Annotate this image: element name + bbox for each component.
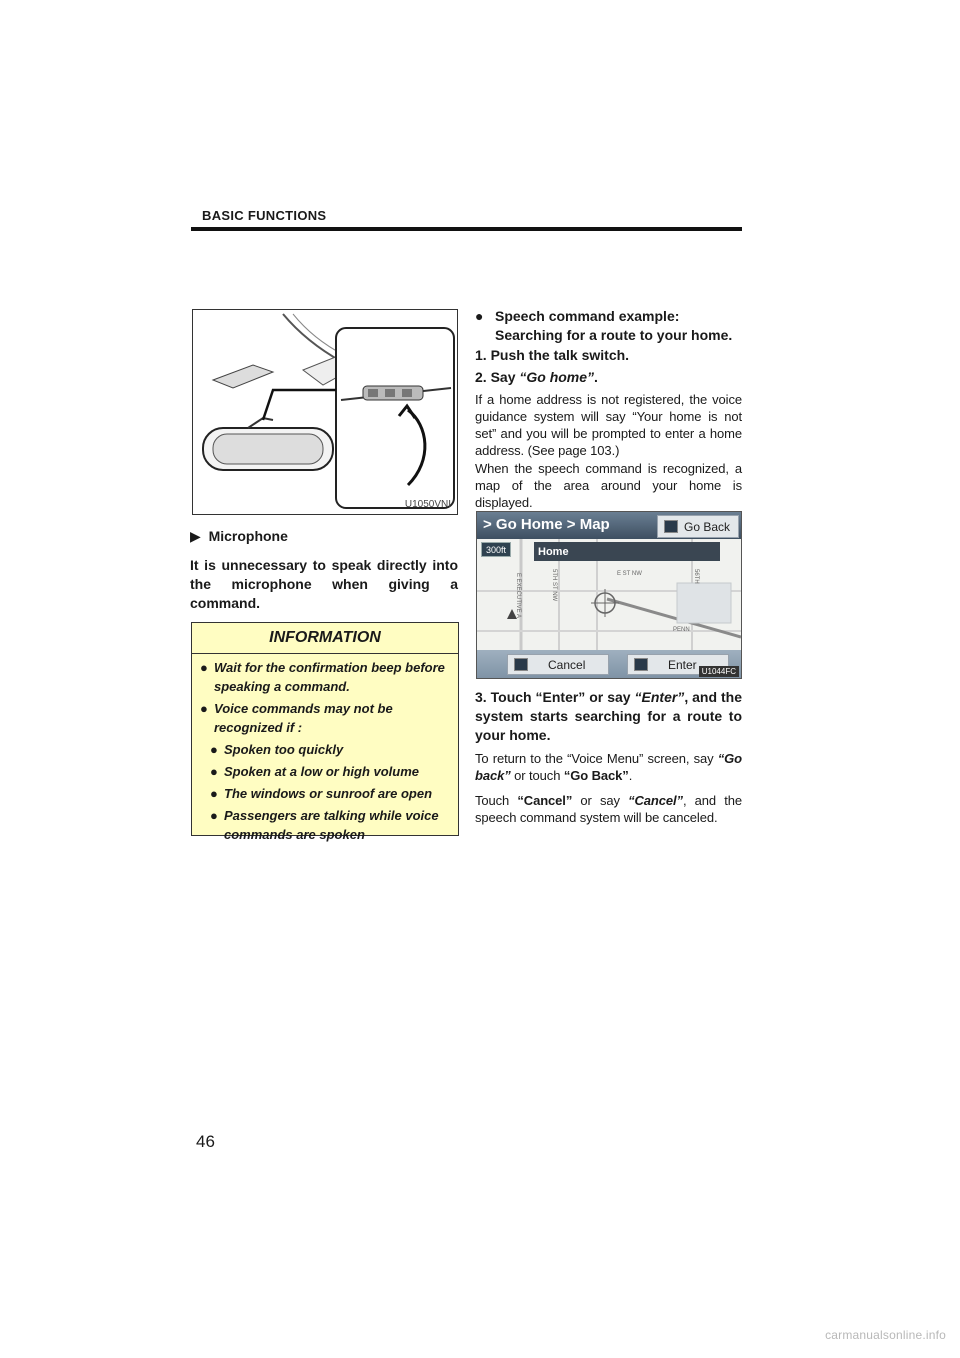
page-number: 46 bbox=[196, 1132, 215, 1151]
go-back-paragraph bbox=[475, 750, 742, 784]
cancel-command: “Cancel” bbox=[628, 793, 683, 808]
information-item bbox=[200, 699, 452, 737]
step-3-part: , and the system starts searching for a route to your home. bbox=[475, 689, 742, 743]
bullet-icon: ● bbox=[210, 786, 218, 801]
home-location-bar: Home bbox=[534, 542, 720, 561]
mirror-microphone-drawing bbox=[193, 310, 457, 514]
information-subitem bbox=[200, 740, 452, 759]
bullet-icon: ● bbox=[210, 808, 218, 823]
information-heading: INFORMATION bbox=[192, 623, 458, 654]
information-subitem-text: Spoken too quickly bbox=[224, 742, 344, 757]
step-2-suffix: . bbox=[594, 369, 598, 385]
bullet-icon: ● bbox=[210, 742, 218, 757]
section-title: BASIC FUNCTIONS bbox=[202, 208, 327, 223]
go-home-map-screen bbox=[476, 511, 742, 679]
not-registered-paragraph: If a home address is not registered, the voice guidance system will say “Your home is not set” and you will be prompted to enter a home address. (See page 103.) bbox=[475, 392, 742, 458]
go-back-button[interactable] bbox=[657, 515, 739, 538]
street-label: 56TH bbox=[693, 569, 699, 584]
voice-icon bbox=[514, 658, 528, 671]
screen-footer bbox=[477, 650, 741, 678]
information-subitem-text: Spoken at a low or high volume bbox=[224, 764, 420, 779]
cancel-button-ref: “Cancel” bbox=[517, 793, 573, 808]
street-label: 5TH ST NW bbox=[551, 569, 557, 602]
enter-label: Enter bbox=[668, 657, 697, 672]
figure-code: U1044FC bbox=[699, 666, 739, 677]
microphone-paragraph: It is unnecessary to speak directly into the microphone when giving a command. bbox=[190, 557, 458, 611]
figure-code: U1050VNI bbox=[404, 499, 451, 510]
screen-header bbox=[477, 512, 741, 539]
recognized-paragraph: When the speech command is recognized, a map of the area around your home is displayed. bbox=[475, 461, 742, 510]
example-heading bbox=[475, 307, 742, 345]
information-subitem-text: Passengers are talking while voice commands are spoken bbox=[224, 808, 439, 842]
information-item-text: Wait for the confirmation beep before speaking a command. bbox=[214, 660, 445, 694]
go-back-text: To return to the “Voice Menu” screen, say bbox=[475, 751, 718, 766]
screen-title: > Go Home > Map bbox=[483, 516, 610, 533]
step-2 bbox=[475, 368, 742, 387]
go-back-button-ref: “Go Back” bbox=[563, 768, 629, 783]
street-label: E ST NW bbox=[617, 571, 642, 577]
step-3-command: “Enter” bbox=[634, 689, 685, 705]
watermark: carmanualsonline.info bbox=[825, 1328, 946, 1342]
microphone-illustration bbox=[192, 309, 458, 515]
voice-icon bbox=[634, 658, 648, 671]
information-subitem bbox=[200, 762, 452, 781]
go-back-command: “Go back” bbox=[475, 751, 742, 783]
go-back-text: . bbox=[628, 768, 633, 783]
bullet-icon: ● bbox=[475, 308, 484, 324]
example-heading-text: Speech command example: Searching for a route to your home. bbox=[495, 308, 733, 343]
cancel-button[interactable] bbox=[507, 654, 609, 675]
step-2-prefix: 2. Say bbox=[475, 369, 520, 385]
bullet-icon: ● bbox=[200, 660, 208, 675]
bullet-icon: ● bbox=[210, 764, 218, 779]
map-view[interactable] bbox=[477, 539, 741, 650]
information-box bbox=[191, 622, 459, 842]
header-rule bbox=[191, 227, 742, 231]
information-subitem-text: The windows or sunroof are open bbox=[224, 786, 433, 801]
information-item bbox=[200, 658, 452, 696]
microphone-label-text: Microphone bbox=[208, 528, 288, 544]
map-scale: 300ft bbox=[481, 542, 511, 557]
step-3-part: 3. Touch “Enter” or say bbox=[475, 689, 635, 705]
information-subitem bbox=[200, 806, 452, 844]
cancel-paragraph bbox=[475, 792, 742, 826]
street-label: PENN bbox=[673, 627, 690, 633]
step-1: 1. Push the talk switch. bbox=[475, 347, 630, 363]
bullet-icon: ● bbox=[200, 701, 208, 716]
information-subitem bbox=[200, 784, 452, 803]
step-3 bbox=[475, 688, 742, 745]
street-label: E EXECUTIVE A bbox=[515, 573, 521, 619]
step-2-command: “Go home” bbox=[519, 369, 595, 385]
information-list bbox=[200, 658, 452, 847]
microphone-label bbox=[190, 527, 288, 546]
cancel-text: Touch bbox=[475, 793, 518, 808]
cancel-text: or say bbox=[572, 793, 629, 808]
cancel-label: Cancel bbox=[548, 657, 586, 672]
go-back-text: or touch bbox=[510, 768, 564, 783]
triangle-bullet-icon: ▶ bbox=[190, 528, 201, 544]
cancel-text: , and the speech command system will be canceled. bbox=[475, 793, 743, 825]
information-item-text: Voice commands may not be recognized if : bbox=[214, 701, 393, 735]
go-back-label: Go Back bbox=[684, 519, 731, 534]
voice-icon bbox=[664, 520, 678, 533]
